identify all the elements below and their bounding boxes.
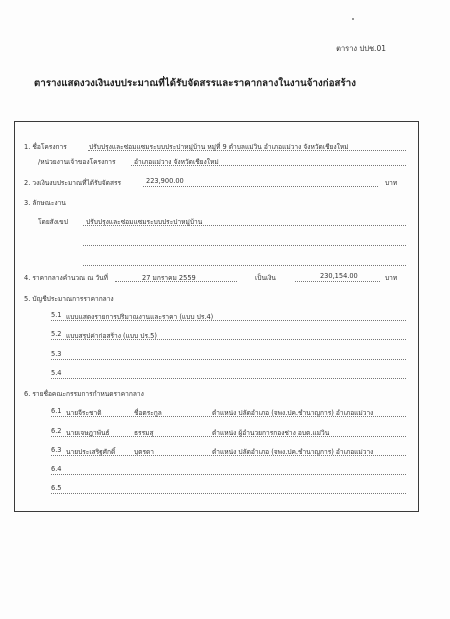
committee-row-line <box>51 416 406 417</box>
estimate-list-label: 5. บัญชีประมาณการราคากลาง <box>24 295 114 303</box>
estimate-row-num: 5.3 <box>51 350 62 358</box>
project-name-label: 1. ชื่อโครงการ <box>24 143 67 151</box>
agency-line <box>131 165 406 166</box>
budget-label: 2. วงเงินงบประมาณที่ได้รับจัดสรร <box>24 179 122 187</box>
reference-price-amount: 230,154.00 <box>320 272 358 280</box>
committee-first-name: นายประเสริฐศักดิ์ <box>66 448 116 456</box>
committee-row-line <box>51 493 406 494</box>
reference-price-unit: บาท <box>385 274 398 282</box>
document-title: ตารางแสดงวงเงินงบประมาณที่ได้รับจัดสรรและราคากลางในงานจ้างก่อสร้าง <box>34 78 357 89</box>
reference-price-date: 27 มกราคม 2559 <box>142 274 196 282</box>
project-name-value: ปรับปรุงและซ่อมแซมระบบประปาหมู่บ้าน หมู่ที่ 9 ตำบลแม่วิน อำเภอแม่วาง จังหวัดเชียงใหม่ <box>89 143 349 151</box>
estimate-row-num: 5.1 <box>51 311 62 319</box>
scan-speck <box>352 18 354 20</box>
reference-price-date-line <box>115 281 237 282</box>
committee-first-name: นายจีระชาติ <box>66 409 102 417</box>
committee-last-name: บุตรดา <box>134 448 154 456</box>
committee-position: ตำแหน่ง ปลัดอำเภอ (จพง.ปค.ชำนาญการ) อำเภอแม่วาง <box>212 448 374 456</box>
committee-row-num: 6.2 <box>51 427 62 435</box>
committee-label: 6. รายชื่อคณะกรรมการกำหนดราคากลาง <box>24 390 144 398</box>
work-summary-line-2 <box>83 245 406 246</box>
estimate-row-line <box>51 339 406 340</box>
estimate-row-text: แบบแสดงรายการปริมาณงานและราคา (แบบ ปร.4) <box>66 313 214 321</box>
work-summary-label: โดยสังเขป <box>38 218 68 226</box>
committee-position: ตำแหน่ง ปลัดอำเภอ (จพง.ปค.ชำนาญการ) อำเภอแม่วาง <box>212 409 374 417</box>
committee-last-name: ธรรมสุ <box>134 429 154 437</box>
committee-last-name: ชื่อตระกูล <box>134 409 162 417</box>
project-name-line <box>88 150 406 151</box>
estimate-row-num: 5.4 <box>51 369 62 377</box>
agency-label: /หน่วยงานเจ้าของโครงการ <box>38 158 116 166</box>
work-summary-value: ปรับปรุงและซ่อมแซมระบบประปาหมู่บ้าน <box>86 218 203 226</box>
estimate-row-line <box>51 320 406 321</box>
committee-row-line <box>51 474 406 475</box>
work-type-label: 3. ลักษณะงาน <box>24 199 66 207</box>
estimate-row-line <box>51 378 406 379</box>
budget-line <box>143 186 378 187</box>
reference-price-amount-line <box>295 281 380 282</box>
work-summary-line-3 <box>83 265 406 266</box>
agency-value: อำเภอแม่วาง จังหวัดเชียงใหม่ <box>134 158 219 166</box>
estimate-row-line <box>51 359 406 360</box>
committee-row-line <box>51 436 406 437</box>
committee-row-num: 6.5 <box>51 484 62 492</box>
work-summary-line-1 <box>83 225 406 226</box>
form-code: ตาราง ปปช.01 <box>336 44 386 53</box>
estimate-row-text: แบบสรุปค่าก่อสร้าง (แบบ ปร.5) <box>66 332 157 340</box>
budget-value: 223,900.00 <box>146 177 184 185</box>
form-frame <box>14 121 419 512</box>
committee-first-name: นายเจษฎาพันธ์ <box>66 429 110 437</box>
estimate-row-num: 5.2 <box>51 330 62 338</box>
committee-row-num: 6.4 <box>51 465 62 473</box>
committee-row-num: 6.3 <box>51 446 62 454</box>
committee-position: ตำแหน่ง ผู้อำนวยการกองช่าง อบต.แม่วิน <box>212 429 330 437</box>
reference-price-amount-label: เป็นเงิน <box>255 274 276 282</box>
committee-row-num: 6.1 <box>51 407 62 415</box>
reference-price-date-label: 4. ราคากลางคำนวณ ณ วันที่ <box>24 274 109 282</box>
budget-unit: บาท <box>385 179 398 187</box>
committee-row-line <box>51 455 406 456</box>
